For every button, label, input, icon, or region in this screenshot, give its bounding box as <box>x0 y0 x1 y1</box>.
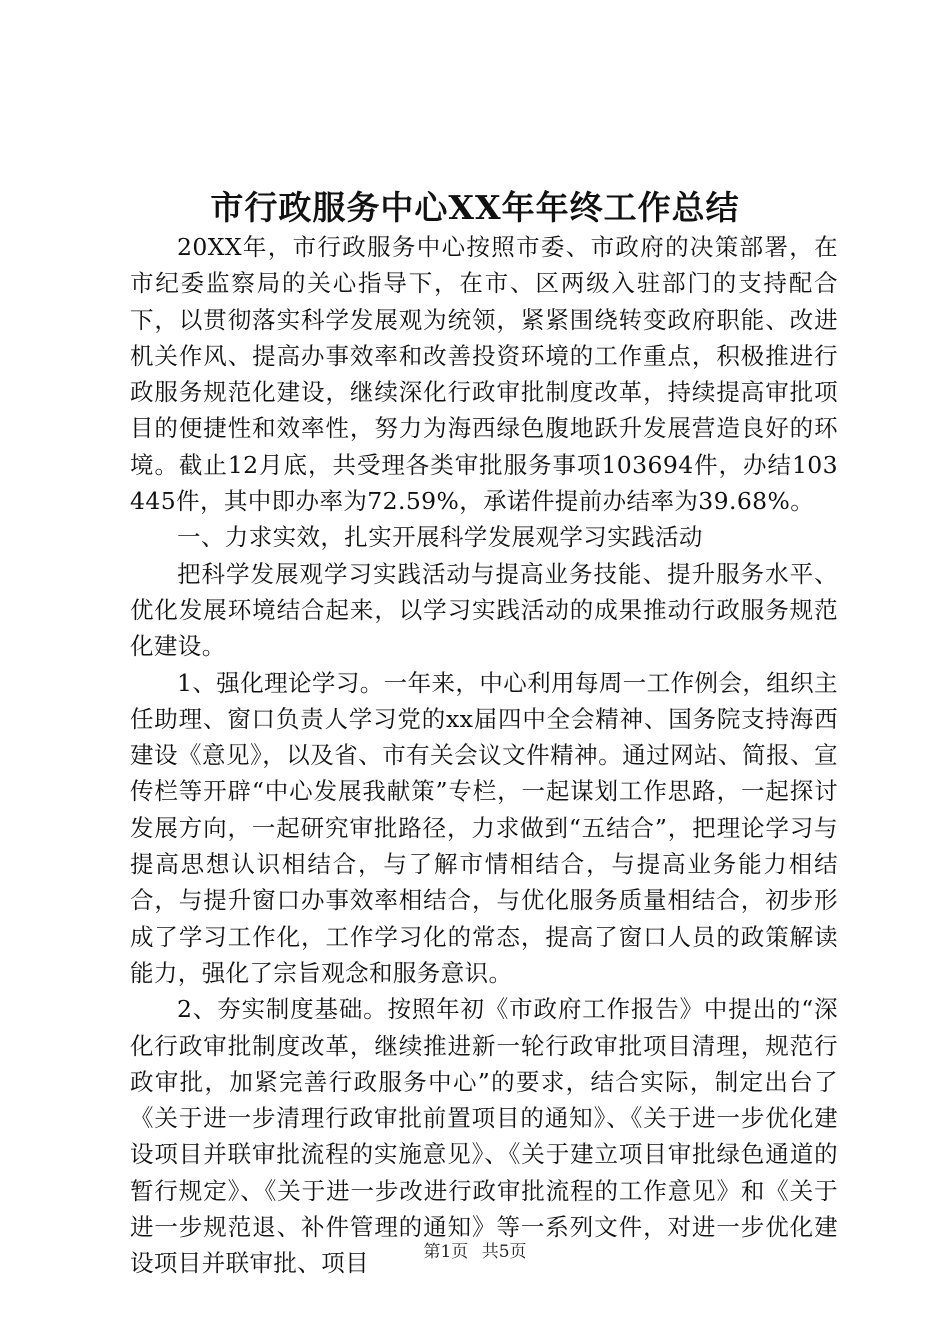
paragraph-intro: 20XX年，市行政服务中心按照市委、市政府的决策部署，在市纪委监察局的关心指导下，在市、区两级入驻部门的支持配合下，以贯彻落实科学发展观为统领，紧紧围绕转变政府职能、改进机关作风、提高办事效率和改善投资环境的工作重点，积极推进行政服务规范化建设，继续深化行政审批制度改革，持续提高审批项目的便捷性和效率性，努力为海西绿色腹地跃升发展营造良好的环境。截止12月底，共受理各类审批服务事项103694件，办结103445件，其中即办率为72.59%，承诺件提前办结率为39.68%。 <box>130 233 838 516</box>
section-heading-1: 一、力求实效，扎实开展科学发展观学习实践活动 <box>177 523 703 552</box>
page-footer <box>0 1240 950 1264</box>
paragraph-section-1-intro: 把科学发展观学习实践活动与提高业务技能、提升服务水平、优化发展环境结合起来，以学习实践活动的成果推动行政服务规范化建设。 <box>130 559 838 661</box>
document-title: 市行政服务中心XX年年终工作总结 <box>210 188 740 227</box>
page-total: 共5页 <box>481 1242 527 1262</box>
document-body <box>130 229 838 1282</box>
paragraph-item-2: 2、夯实制度基础。按照年初《市政府工作报告》中提出的“深化行政审批制度改革，继续推进新一轮行政审批项目清理，规范行政审批，加紧完善行政服务中心”的要求，结合实际，制定出台了《关于进一步清理行政审批前置项目的通知》、《关于进一步优化建设项目并联审批流程的实施意见》、《关于建立项目审批绿色通道的暂行规定》、《关于进一步改进行政审批流程的工作意见》和《关于进一步规范退、补件管理的通知》等一系列文件，对进一步优化建设项目并联审批、项目 <box>130 995 838 1278</box>
page-number: 第1页 <box>423 1242 469 1262</box>
paragraph-item-1: 1、强化理论学习。一年来，中心利用每周一工作例会，组织主任助理、窗口负责人学习党的xx届四中全会精神、国务院支持海西建设《意见》，以及省、市有关会议文件精神。通过网站、简报、宣传栏等开辟“中心发展我献策”专栏，一起谋划工作思路，一起探讨发展方向，一起研究审批路径，力求做到“五结合”，把理论学习与提高思想认识相结合，与了解市情相结合，与提高业务能力相结合，与提升窗口办事效率相结合，与优化服务质量相结合，初步形成了学习工作化，工作学习化的常态，提高了窗口人员的政策解读能力，强化了宗旨观念和服务意识。 <box>130 668 838 987</box>
